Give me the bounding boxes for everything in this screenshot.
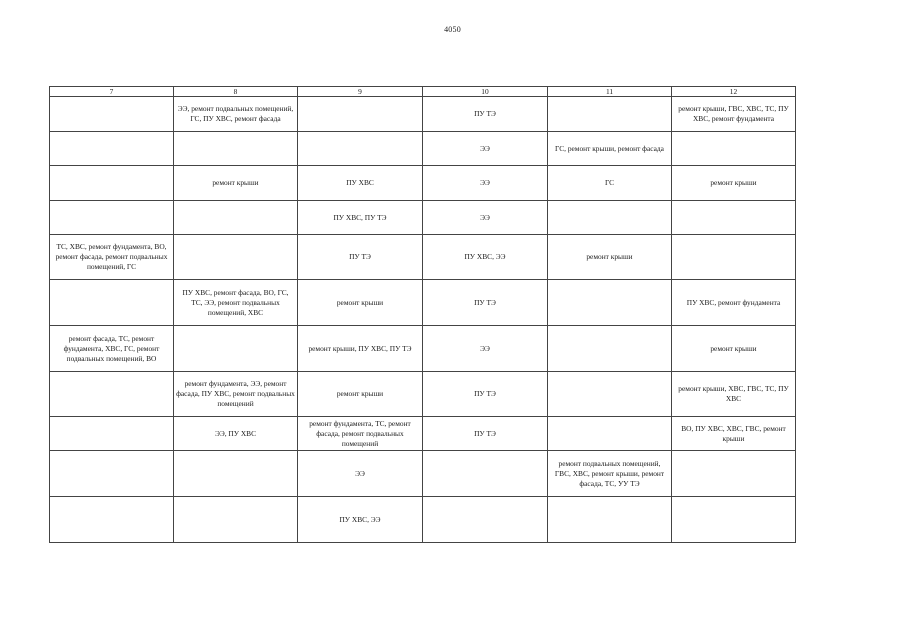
- table-cell: [174, 326, 298, 372]
- table-row: [50, 132, 796, 166]
- table-cell: ГС, ремонт крыши, ремонт фасада: [548, 132, 672, 166]
- table-cell: ремонт фундамента, ТС, ремонт фасада, ремонт подвальных помещений: [298, 417, 423, 451]
- table-cell: ремонт крыши, ХВС, ГВС, ТС, ПУ ХВС: [672, 372, 796, 417]
- table-cell: ремонт крыши: [672, 326, 796, 372]
- table-cell: [174, 451, 298, 497]
- table-cell: [174, 132, 298, 166]
- table-cell: ПУ ХВС: [298, 166, 423, 201]
- table-cell: ПУ ХВС, ЭЭ: [423, 235, 548, 280]
- table-cell: [423, 497, 548, 543]
- table-cell: ремонт фасада, ТС, ремонт фундамента, ХВС, ГС, ремонт подвальных помещений, ВО: [50, 326, 174, 372]
- table-cell: [423, 451, 548, 497]
- table-cell: [548, 372, 672, 417]
- table-cell: ПУ ХВС, ремонт фасада, ВО, ГС, ТС, ЭЭ, ремонт подвальных помещений, ХВС: [174, 280, 298, 326]
- table-cell: [174, 201, 298, 235]
- table-cell: ПУ ТЭ: [298, 235, 423, 280]
- table-cell: [548, 326, 672, 372]
- column-header: 12: [672, 87, 796, 97]
- table-cell: ПУ ТЭ: [423, 97, 548, 132]
- column-header: 9: [298, 87, 423, 97]
- table-cell: [298, 132, 423, 166]
- table-cell: [50, 132, 174, 166]
- table-cell: ЭЭ: [423, 201, 548, 235]
- table-row: [50, 326, 796, 372]
- column-header: 8: [174, 87, 298, 97]
- table-row: [50, 417, 796, 451]
- table-cell: ПУ ТЭ: [423, 280, 548, 326]
- table-cell: ремонт крыши: [298, 280, 423, 326]
- table-cell: [672, 451, 796, 497]
- table-cell: [50, 417, 174, 451]
- table-cell: ремонт крыши: [298, 372, 423, 417]
- table-cell: [548, 417, 672, 451]
- table-cell: [672, 201, 796, 235]
- table-cell: ЭЭ: [423, 132, 548, 166]
- table-cell: ремонт крыши: [548, 235, 672, 280]
- table-cell: ЭЭ, ремонт подвальных помещений, ГС, ПУ ХВС, ремонт фасада: [174, 97, 298, 132]
- table-row: [50, 280, 796, 326]
- table-cell: ремонт подвальных помещений, ГВС, ХВС, ремонт крыши, ремонт фасада, ТС, УУ ТЭ: [548, 451, 672, 497]
- table-cell: [50, 372, 174, 417]
- table-cell: ЭЭ: [423, 326, 548, 372]
- page-number: 4050: [444, 25, 461, 34]
- table-cell: ремонт фундамента, ЭЭ, ремонт фасада, ПУ ХВС, ремонт подвальных помещений: [174, 372, 298, 417]
- table-cell: ремонт крыши: [672, 166, 796, 201]
- table-cell: ремонт крыши, ПУ ХВС, ПУ ТЭ: [298, 326, 423, 372]
- table-row: [50, 201, 796, 235]
- works-table: [49, 86, 796, 543]
- table-cell: [50, 166, 174, 201]
- table-row: [50, 372, 796, 417]
- table-cell: ГС: [548, 166, 672, 201]
- table-cell: [174, 497, 298, 543]
- table-cell: ЭЭ: [423, 166, 548, 201]
- column-header: 7: [50, 87, 174, 97]
- table-cell: [50, 280, 174, 326]
- table-cell: [548, 497, 672, 543]
- table-cell: [50, 451, 174, 497]
- table-cell: [50, 497, 174, 543]
- table-cell: ВО, ПУ ХВС, ХВС, ГВС, ремонт крыши: [672, 417, 796, 451]
- table-cell: ПУ ХВС, ремонт фундамента: [672, 280, 796, 326]
- table-row: [50, 451, 796, 497]
- table-cell: ПУ ХВС, ЭЭ: [298, 497, 423, 543]
- table-row: [50, 97, 796, 132]
- table-cell: ПУ ТЭ: [423, 372, 548, 417]
- table-cell: ремонт крыши, ГВС, ХВС, ТС, ПУ ХВС, ремонт фундамента: [672, 97, 796, 132]
- table-cell: [548, 280, 672, 326]
- table-cell: ТС, ХВС, ремонт фундамента, ВО, ремонт фасада, ремонт подвальных помещений, ГС: [50, 235, 174, 280]
- table-cell: [672, 235, 796, 280]
- table-row: [50, 166, 796, 201]
- table-cell: ПУ ТЭ: [423, 417, 548, 451]
- table-cell: [672, 497, 796, 543]
- table-row: [50, 497, 796, 543]
- table-cell: [548, 201, 672, 235]
- table-cell: [174, 235, 298, 280]
- table-cell: ЭЭ, ПУ ХВС: [174, 417, 298, 451]
- table-cell: [50, 97, 174, 132]
- table-cell: [50, 201, 174, 235]
- table-cell: ПУ ХВС, ПУ ТЭ: [298, 201, 423, 235]
- table-cell: [548, 97, 672, 132]
- table-cell: [298, 97, 423, 132]
- table-cell: ремонт крыши: [174, 166, 298, 201]
- table-cell: [672, 132, 796, 166]
- table-row: [50, 235, 796, 280]
- table-header-row: [50, 87, 796, 97]
- column-header: 11: [548, 87, 672, 97]
- table-cell: ЭЭ: [298, 451, 423, 497]
- column-header: 10: [423, 87, 548, 97]
